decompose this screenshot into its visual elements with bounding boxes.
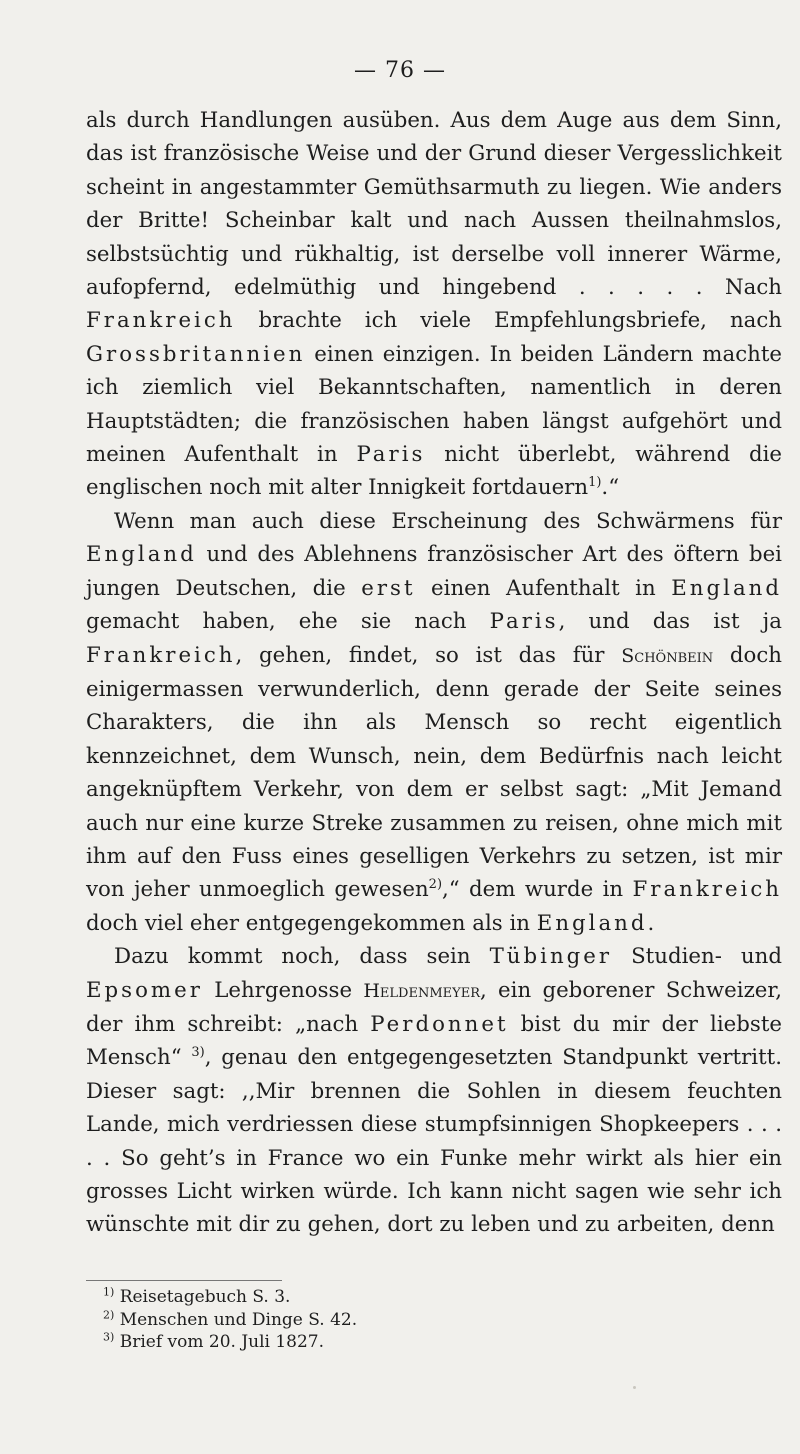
- footnote-reference: 2): [428, 877, 443, 893]
- text-run: .: [647, 910, 655, 936]
- text-run: doch viel eher entgegengekommen als in: [86, 910, 537, 936]
- paper-speck: [633, 1386, 636, 1389]
- text-run: , und das ist ja: [558, 609, 782, 635]
- text-run: ,“ dem wurde in: [442, 877, 633, 903]
- spaced-emphasis: Grossbritannien: [86, 341, 306, 367]
- text-run: , genau den entgegengesetzten Standpunkt vertritt. Dieser sagt: ,,Mir brennen die Sohlen in diesem feuchten Lande, mich verdriessen diese stumpfsinnigen Shopkeepers . . . . . So geht’s in France wo ein Funke mehr wirkt als hier ein grosses Licht wirken würde. Ich kann nicht sagen wie sehr ich wünschte mit dir zu gehen, dort zu leben und zu arbeiten, denn: [86, 1045, 782, 1238]
- footnote: [103, 1331, 703, 1354]
- text-run: einen Aufenthalt in: [415, 575, 672, 601]
- footnotes: [103, 1286, 703, 1354]
- text-run: als durch Handlungen ausüben. Aus dem Auge aus dem Sinn, das ist französische Weise und der Grund dieser Vergesslichkeit scheint in angestammter Gemüthsarmuth zu liegen. Wie anders der Britte! Scheinbar kalt und nach Aussen theilnahmslos, selbstsüchtig und rükhaltig, ist derselbe voll innerer Wärme, aufopfernd, edelmüthig und hingebend . . . . . Nach: [86, 108, 782, 301]
- text-run: .“: [601, 475, 620, 501]
- paragraph: [86, 505, 782, 940]
- spaced-emphasis: Tübinger: [489, 944, 613, 970]
- body-text: [86, 104, 782, 1242]
- footnote-mark: 2): [103, 1307, 115, 1321]
- spaced-emphasis: England: [536, 910, 648, 936]
- footnote-text: Reisetagebuch S. 3.: [114, 1287, 291, 1307]
- text-run: und des Ablehnens französischer Art des öftern bei jungen Deutschen, die: [86, 542, 782, 601]
- spaced-emphasis: Epsomer: [86, 977, 203, 1003]
- footnote-mark: 1): [103, 1285, 115, 1299]
- text-run: gemacht haben, ehe sie nach: [86, 609, 490, 635]
- text-run: Wenn man auch diese Erscheinung des Schwärmens für: [114, 508, 782, 534]
- page-number: — 76 —: [354, 58, 446, 83]
- text-run: , ein geborener Schweizer, der ihm schreibt: „nach: [86, 977, 783, 1037]
- text-run: , gehen, findet, so ist das für: [235, 642, 622, 668]
- spaced-emphasis: Paris: [356, 442, 426, 468]
- text-run: Dazu kommt noch, dass sein: [114, 944, 490, 970]
- spaced-emphasis: Frankreich: [86, 642, 236, 668]
- footnote: [103, 1309, 703, 1332]
- small-caps-name: Schönbein: [621, 644, 714, 667]
- spaced-emphasis: England: [671, 575, 782, 601]
- text-run: nicht überlebt, während die englischen noch mit alter Innigkeit fortdauern: [86, 442, 782, 501]
- footnote: [103, 1286, 703, 1309]
- footnote-divider: [86, 1280, 282, 1281]
- footnote-text: Menschen und Dinge S. 42.: [114, 1309, 358, 1330]
- text-run: brachte ich viele Empfehlungsbriefe, nach: [235, 308, 782, 334]
- text-run: Studien- und: [612, 944, 782, 970]
- text-run: einen einzigen. In beiden Ländern machte ich ziemlich viel Bekanntschaften, namentlich in deren Hauptstädten; die französischen haben längst aufgehört und meinen Aufenthalt in: [86, 341, 782, 468]
- text-run: Lehrgenosse: [202, 977, 364, 1003]
- small-caps-name: Heldenmeyer: [363, 979, 480, 1002]
- footnote-text: Brief vom 20. Juli 1827.: [114, 1332, 325, 1353]
- spaced-emphasis: Frankreich: [632, 877, 782, 903]
- spaced-emphasis: England: [86, 542, 197, 568]
- footnote-reference: 3): [191, 1045, 205, 1061]
- spaced-emphasis: Paris: [489, 609, 559, 635]
- footnote-mark: 3): [103, 1330, 115, 1344]
- text-run: doch einigermassen verwunderlich, denn gerade der Seite seines Charakters, die ihn als Mensch so recht eigentlich kennzeichnet, dem Wunsch, nein, dem Bedürfnis nach leicht angeknüpftem Verkehr, von dem er selbst sagt: „Mit Jemand auch nur eine kurze Streke zusammen zu reisen, ohne mich mit ihm auf den Fuss eines geselligen Verkehrs zu setzen, ist mir von jeher unmoeglich gewesen: [86, 642, 782, 903]
- spaced-emphasis: Frankreich: [86, 308, 236, 334]
- text-run: bist du mir der liebste Mensch“: [86, 1011, 783, 1071]
- paragraph: [86, 104, 782, 505]
- spaced-emphasis: Perdonnet: [370, 1011, 509, 1037]
- footnote-reference: 1): [588, 475, 602, 491]
- paragraph: [86, 940, 782, 1242]
- spaced-emphasis: erst: [361, 575, 416, 601]
